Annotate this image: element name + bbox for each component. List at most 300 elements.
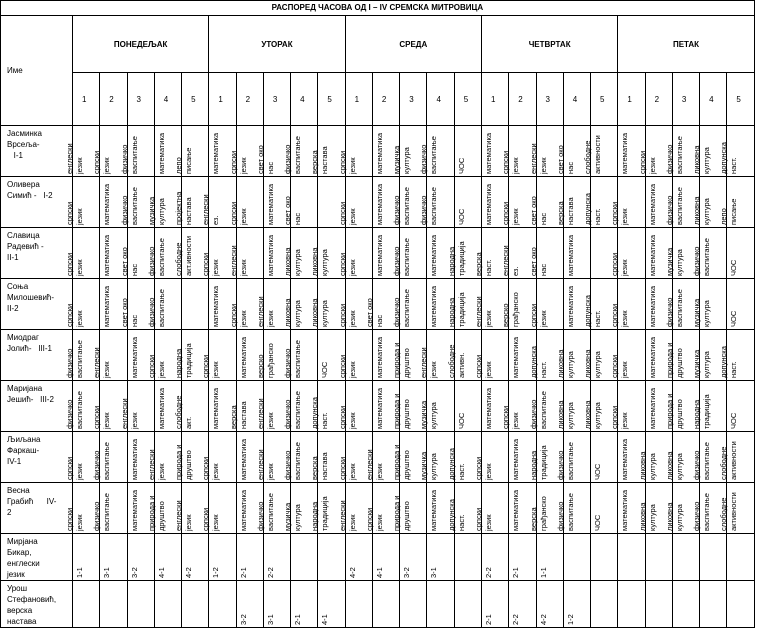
subject-label [120, 247, 140, 276]
lesson-cell [345, 534, 372, 581]
subject-label [692, 442, 712, 480]
lesson-cell [591, 534, 618, 581]
subject-line: васпитање [429, 136, 439, 174]
subject-label [665, 187, 685, 225]
subject-line: језик [620, 310, 630, 327]
subject-label [320, 362, 330, 378]
subject-line: допунска [583, 295, 593, 327]
subject-label [457, 413, 467, 429]
subject-label [665, 248, 685, 276]
subject-line: математика [374, 183, 384, 225]
subject-line: језик [347, 208, 357, 225]
teacher-row [1, 330, 755, 381]
subject-line: друштво [402, 450, 412, 480]
subject-line: верска [555, 201, 565, 225]
subject-line: језик [75, 259, 84, 276]
subject-line: језик [211, 361, 221, 378]
lesson-cell [283, 177, 318, 228]
subject-line: језик [129, 412, 139, 429]
subject-label [338, 457, 358, 480]
subject-label [157, 133, 167, 174]
subject-line: традиција [320, 496, 330, 531]
teacher-row [1, 228, 755, 279]
subject-line: 2-2 [483, 567, 493, 578]
subject-line: физичко [146, 246, 156, 276]
subject-label [692, 238, 712, 276]
subject-line: српски [610, 354, 620, 378]
subject-line: 4-2 [538, 614, 548, 625]
subject-line: друштво [674, 399, 684, 429]
subject-label [539, 567, 549, 578]
subject-line: верска [528, 507, 538, 531]
period-number: 1 [481, 73, 508, 126]
lesson-cell [509, 581, 536, 628]
lesson-cell [727, 279, 754, 330]
subject-line: активности [593, 135, 603, 174]
subject-line: музичка [146, 196, 156, 225]
lesson-cell [473, 432, 508, 483]
subject-label [102, 184, 112, 225]
subject-label [719, 346, 739, 378]
subject-label [256, 493, 276, 531]
subject-line: српски [65, 456, 74, 480]
subject-label [419, 187, 439, 225]
subject-line: 2-1 [238, 567, 248, 578]
subject-line: физичко [65, 348, 74, 378]
teacher-name-line: Јолић- III-1 [7, 344, 52, 353]
subject-label [474, 457, 494, 480]
teacher-name [1, 126, 73, 177]
lesson-cell [127, 534, 154, 581]
lesson-cell [692, 381, 727, 432]
lesson-cell [692, 279, 727, 330]
subject-line: васпитање [156, 289, 166, 327]
period-number: 2 [100, 73, 127, 126]
subject-label [256, 296, 276, 327]
subject-label [229, 202, 249, 225]
subject-line: српски [528, 303, 538, 327]
subject-line: српски [364, 507, 374, 531]
subject-line: српски [201, 456, 211, 480]
subject-line: акт.ивности [184, 235, 194, 276]
teacher-name-line: Весна [7, 486, 30, 495]
subject-label [92, 406, 112, 429]
subject-label [65, 340, 85, 378]
subject-line: ликовна [310, 298, 320, 327]
subject-line: свет око [528, 196, 538, 225]
subject-label [375, 235, 385, 276]
subject-line: математика [211, 132, 221, 174]
subject-label [310, 248, 330, 276]
subject-line: друштво [184, 450, 194, 480]
subject-label [338, 500, 358, 531]
subject-line: ЧОС [593, 514, 603, 531]
subject-label [648, 337, 658, 378]
subject-label [648, 184, 658, 225]
subject-line: култура [593, 402, 603, 429]
lesson-cell [154, 581, 181, 628]
subject-line: енглески [119, 398, 129, 429]
teacher-name-line: Симић - I-2 [7, 191, 53, 200]
subject-label [338, 253, 358, 276]
subject-line: српски [501, 150, 511, 174]
lesson-cell [610, 228, 645, 279]
lesson-cell [645, 534, 672, 581]
subject-line: математика [483, 387, 493, 429]
subject-line: ЧОС [729, 259, 739, 276]
subject-label [729, 260, 739, 276]
subject-label [147, 449, 167, 480]
subject-label [620, 133, 630, 174]
subject-line: ликовна [583, 349, 593, 378]
subject-line: природа и [146, 495, 156, 531]
subject-label [529, 143, 549, 174]
subject-line: језик [620, 361, 630, 378]
subject-label [719, 142, 739, 174]
period-number: 2 [509, 73, 536, 126]
subject-line: 2-1 [293, 614, 303, 625]
subject-line: језик [238, 208, 248, 225]
subject-line: музичка [419, 451, 429, 480]
subject-label [65, 457, 85, 480]
lesson-cell [92, 432, 127, 483]
subject-line: математика [211, 285, 221, 327]
period-number: 3 [263, 73, 290, 126]
subject-label [583, 135, 603, 174]
subject-line: наст. [456, 514, 466, 531]
subject-line: ЧОС [456, 157, 466, 174]
teacher-row [1, 534, 755, 581]
subject-label [365, 449, 385, 480]
subject-label [583, 401, 603, 429]
day-header: ЧЕТВРТАК [481, 16, 617, 73]
subject-line: васпитање [293, 442, 303, 480]
subject-line: 3-2 [238, 614, 248, 625]
subject-label [174, 148, 194, 174]
subject-line: математика [565, 285, 575, 327]
subject-line: енглески [228, 245, 238, 276]
subject-line: језик [347, 361, 357, 378]
teacher-name [1, 483, 73, 534]
subject-line: ликовна [692, 196, 702, 225]
subject-line: језик [374, 514, 384, 531]
subject-label [201, 508, 221, 531]
teacher-name-line: Стефановић, [7, 595, 57, 604]
subject-label [211, 567, 221, 578]
lesson-cell [454, 534, 481, 581]
lesson-cell [73, 534, 100, 581]
subject-line: физичко [528, 399, 538, 429]
subject-label [120, 398, 140, 429]
teacher-name [1, 330, 73, 381]
subject-line: ЧОС [456, 412, 466, 429]
teacher-row [1, 432, 755, 483]
subject-line: допунска [719, 142, 729, 174]
lesson-cell [236, 581, 263, 628]
subject-line: енглески [255, 398, 265, 429]
subject-line: васпитање [75, 340, 84, 378]
subject-line: језик [538, 157, 548, 174]
subject-line: свет око [119, 298, 129, 327]
subject-line: слободне [719, 497, 729, 531]
subject-label [419, 136, 439, 174]
subject-line: васпитање [674, 136, 684, 174]
subject-line: васпитање [402, 289, 412, 327]
subject-label [338, 355, 358, 378]
teacher-row [1, 381, 755, 432]
teacher-name-line: Љиљана [7, 435, 41, 444]
teacher-name-line: енглески [7, 559, 40, 568]
subject-line: српски [473, 354, 483, 378]
subject-label [484, 388, 494, 429]
lesson-cell [174, 126, 209, 177]
subject-line: васпитање [102, 442, 112, 480]
lesson-cell [100, 581, 127, 628]
subject-line: математика [374, 132, 384, 174]
subject-label [375, 337, 385, 378]
subject-line: природа и [664, 342, 674, 378]
subject-line: језик [429, 361, 439, 378]
subject-line: енглески [473, 296, 483, 327]
subject-label [511, 567, 521, 578]
lesson-cell [727, 534, 754, 581]
subject-label [648, 235, 658, 276]
period-number: 1 [73, 73, 100, 126]
subject-line: народна [446, 297, 456, 327]
subject-line: допунска [310, 397, 320, 429]
subject-line: језик [620, 208, 630, 225]
lesson-cell [291, 534, 318, 581]
subject-line: акт. [184, 416, 194, 429]
subject-line: култура [702, 198, 712, 225]
subject-label [419, 401, 439, 429]
subject-line: језик [347, 514, 357, 531]
lesson-cell [100, 534, 127, 581]
teacher-name-line: језик [7, 570, 25, 579]
subject-label [539, 614, 549, 625]
subject-label [610, 355, 630, 378]
lesson-cell [392, 279, 427, 330]
teacher-name-line: настава [7, 617, 37, 626]
subject-label [293, 614, 303, 625]
subject-label [529, 304, 549, 327]
subject-line: настава [184, 197, 194, 225]
teacher-name-line: Мирјана [7, 537, 38, 546]
subject-line: 3-1 [429, 567, 439, 578]
subject-label [529, 391, 549, 429]
lesson-cell [291, 581, 318, 628]
subject-line: ез. [211, 215, 221, 225]
day-header: ПЕТАК [618, 16, 754, 73]
subject-line: допунска [719, 346, 729, 378]
subject-line: музичка [692, 298, 702, 327]
subject-label [474, 355, 494, 378]
subject-line: васпитање [293, 136, 303, 174]
subject-line: васпитање [402, 187, 412, 225]
lesson-cell [427, 534, 454, 581]
subject-line: активн. [456, 352, 466, 378]
subject-label [283, 340, 303, 378]
subject-label [447, 448, 467, 480]
subject-line: српски [201, 507, 211, 531]
subject-label [310, 397, 330, 429]
subject-label [283, 196, 303, 225]
subject-line: математика [647, 336, 657, 378]
subject-line: верска [228, 405, 238, 429]
day-header: СРЕДА [345, 16, 481, 73]
period-number: 2 [645, 73, 672, 126]
subject-line: природа и [392, 342, 402, 378]
subject-label [719, 199, 739, 225]
subject-line: музичка [692, 349, 702, 378]
subject-label [429, 490, 439, 531]
subject-line: српски [337, 303, 347, 327]
subject-label [266, 184, 276, 225]
lesson-cell [337, 330, 372, 381]
subject-line: народна [174, 348, 184, 378]
subject-label [620, 439, 630, 480]
subject-line: васпитање [102, 493, 112, 531]
lesson-cell [228, 228, 263, 279]
subject-line: верско [255, 354, 265, 378]
subject-label [665, 452, 685, 480]
teacher-name-line: Милошевић- [7, 293, 55, 302]
subject-line: језик [102, 361, 112, 378]
teacher-name-line: II-1 [7, 253, 19, 262]
lesson-cell [201, 330, 236, 381]
subject-line: ез. [511, 266, 521, 276]
subject-line: 1-2 [211, 567, 221, 578]
subject-label [75, 567, 85, 578]
timetable-title: РАСПОРЕД ЧАСОВА ОД I – IV СРЕМСКА МИТРОВИЦА [1, 1, 755, 16]
subject-line: ЧОС [729, 310, 739, 327]
lesson-cell [337, 228, 372, 279]
subject-label [392, 146, 412, 174]
subject-line: математика [102, 183, 112, 225]
subject-label [719, 441, 739, 480]
subject-label [102, 235, 112, 276]
subject-label [610, 253, 630, 276]
subject-line: природа и [392, 444, 402, 480]
subject-label [184, 567, 194, 578]
subject-line: језик [75, 514, 84, 531]
subject-line: култура [702, 147, 712, 174]
subject-label [692, 146, 712, 174]
subject-line: наст. [538, 361, 548, 378]
subject-label [239, 567, 249, 578]
subject-line: физичко [119, 195, 129, 225]
subject-line: 4-2 [184, 567, 194, 578]
period-number: 5 [454, 73, 481, 126]
lesson-cell [201, 483, 236, 534]
subject-line: математика [265, 183, 275, 225]
subject-line: језик [620, 259, 630, 276]
subject-line: математика [129, 489, 139, 531]
subject-label [665, 343, 685, 378]
subject-label [283, 442, 303, 480]
lesson-cell [345, 581, 372, 628]
subject-line: језик [75, 463, 84, 480]
subject-line: култура [702, 351, 712, 378]
period-number: 4 [291, 73, 318, 126]
lesson-cell [236, 534, 263, 581]
subject-line: 3-1 [265, 614, 275, 625]
subject-label [556, 442, 576, 480]
subject-line: физичко [283, 348, 293, 378]
subject-line: традиција [702, 394, 712, 429]
subject-label [556, 197, 576, 225]
subject-line: физичко [419, 195, 429, 225]
lesson-cell [672, 581, 699, 628]
subject-label [92, 151, 112, 174]
subject-label [120, 136, 140, 174]
subject-line: васпитање [674, 289, 684, 327]
subject-line: математика [238, 489, 248, 531]
subject-line: васпитање [265, 493, 275, 531]
subject-label [556, 493, 576, 531]
subject-line: допунска [583, 193, 593, 225]
subject-line: језик [347, 310, 357, 327]
lesson-cell [692, 228, 727, 279]
period-number: 4 [700, 73, 727, 126]
period-number: 1 [618, 73, 645, 126]
subject-line: физичко [692, 501, 702, 531]
subject-line: физичко [664, 195, 674, 225]
period-number: 3 [672, 73, 699, 126]
lesson-cell [536, 581, 563, 628]
subject-label [665, 289, 685, 327]
subject-line: васпитање [402, 238, 412, 276]
subject-line: култура [293, 249, 303, 276]
lesson-cell [73, 581, 100, 628]
subject-line: српски [610, 303, 620, 327]
subject-line: лепо [719, 208, 729, 225]
lesson-cell [65, 228, 100, 279]
lesson-cell [209, 581, 236, 628]
teacher-name-line: Миодраг [7, 333, 39, 342]
period-number: 3 [400, 73, 427, 126]
subject-line: ликовна [310, 247, 320, 276]
subject-line: физичко [664, 144, 674, 174]
subject-line: нас [538, 263, 548, 276]
subject-line: култура [702, 300, 712, 327]
subject-label [419, 347, 439, 378]
teacher-name-line: Славица [7, 231, 40, 240]
lesson-cell [727, 581, 754, 628]
lesson-cell [719, 432, 754, 483]
subject-line: математика [429, 234, 439, 276]
subject-label [120, 187, 140, 225]
lesson-cell [209, 534, 236, 581]
subject-line: слободне [174, 395, 184, 429]
subject-line: 4-1 [156, 567, 166, 578]
subject-label [665, 136, 685, 174]
subject-line: математика [620, 438, 630, 480]
subject-line: верска [310, 150, 320, 174]
subject-line: свет око [255, 145, 265, 174]
lesson-cell [618, 581, 645, 628]
subject-line: грађанско [511, 292, 521, 327]
lesson-cell [427, 581, 454, 628]
teacher-name-line: I-1 [7, 151, 24, 160]
subject-label [375, 133, 385, 174]
subject-line: математика [647, 387, 657, 429]
subject-line: српски [337, 252, 347, 276]
subject-line: језик [347, 157, 357, 174]
subject-label [92, 442, 112, 480]
subject-label [484, 184, 494, 225]
subject-line: језик [75, 310, 84, 327]
